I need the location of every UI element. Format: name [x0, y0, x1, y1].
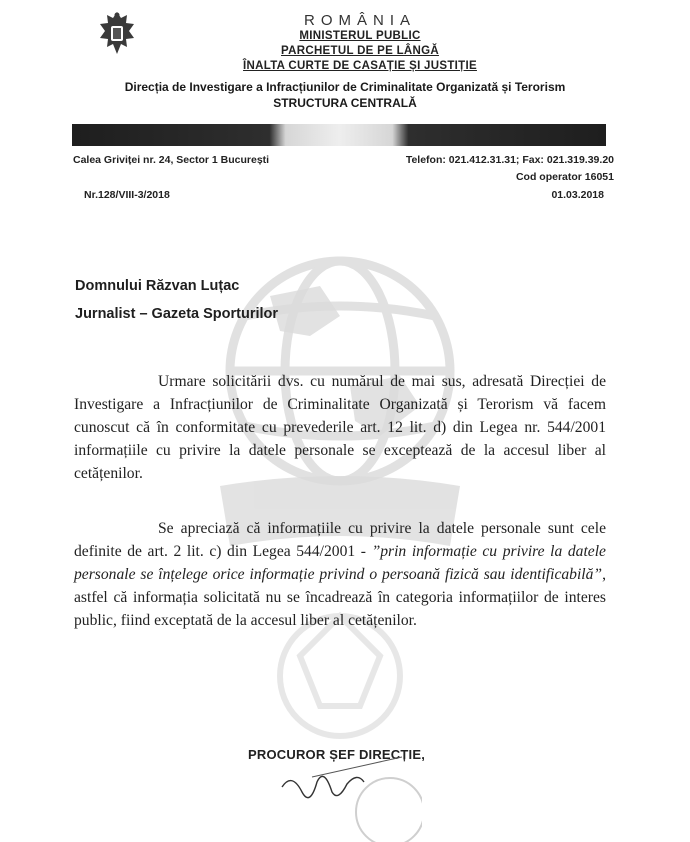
operator-code: Cod operator 16051 [515, 171, 614, 183]
decorative-bar [72, 124, 606, 146]
body-paragraph-2 [74, 517, 606, 632]
document-date: 01.03.2018 [551, 189, 604, 201]
signature-stamp-icon [272, 752, 422, 842]
body-paragraph-1: Urmare solicitării dvs. cu numărul de mai sus, adresată Direcției de Investigare a Infracțiunilor de Criminalitate Organizată și Terorism vă facem cunoscut că în conformitate cu prevederile art. 12 lit. d) din Legea nr. 544/2001 informațiile cu privire la datele personale se exceptează de la accesul liber al cetățenilor. [74, 373, 606, 482]
paragraph-2-end: , astfel că informația solicitată nu se încadrează în categoria informațiilor de interes public, fiind exceptată de la accesul liber al cetățenilor. [74, 566, 606, 629]
registration-number: Nr.128/VIII-3/2018 [84, 189, 170, 201]
recipient-role: Jurnalist – Gazeta Sporturilor [75, 306, 279, 322]
header-court: ÎNALTA CURTE DE CASAȚIE ȘI JUSTIȚIE [243, 60, 477, 72]
header-directorate: Direcția de Investigare a Infracțiunilor de Criminalitate Organizată și Terorism [124, 80, 566, 94]
address: Calea Griviței nr. 24, Sector 1 București [73, 154, 270, 166]
coat-of-arms-icon [96, 10, 138, 56]
header-country: ROMÂNIA [303, 12, 416, 29]
header-structure: STRUCTURA CENTRALĂ [273, 96, 417, 110]
header-prosecutor-office: PARCHETUL DE PE LÂNGĂ [281, 45, 439, 57]
phone-fax: Telefon: 021.412.31.31; Fax: 021.319.39.20 [405, 154, 614, 166]
header-ministry: MINISTERUL PUBLIC [299, 30, 421, 42]
law-quote: ”prin informație cu privire la datele personale se înțelege orice informație privind o persoană fizică sau identificabilă” [74, 543, 606, 583]
paragraph-2-start: Se apreciază că informațiile cu privire la datele personale sunt cele definite de art. 2 lit. c) din Legea 544/2001 - [74, 520, 606, 560]
recipient-name: Domnului Răzvan Luțac [75, 278, 240, 294]
signature-title: PROCUROR ȘEF DIRECȚIE, [248, 747, 426, 762]
